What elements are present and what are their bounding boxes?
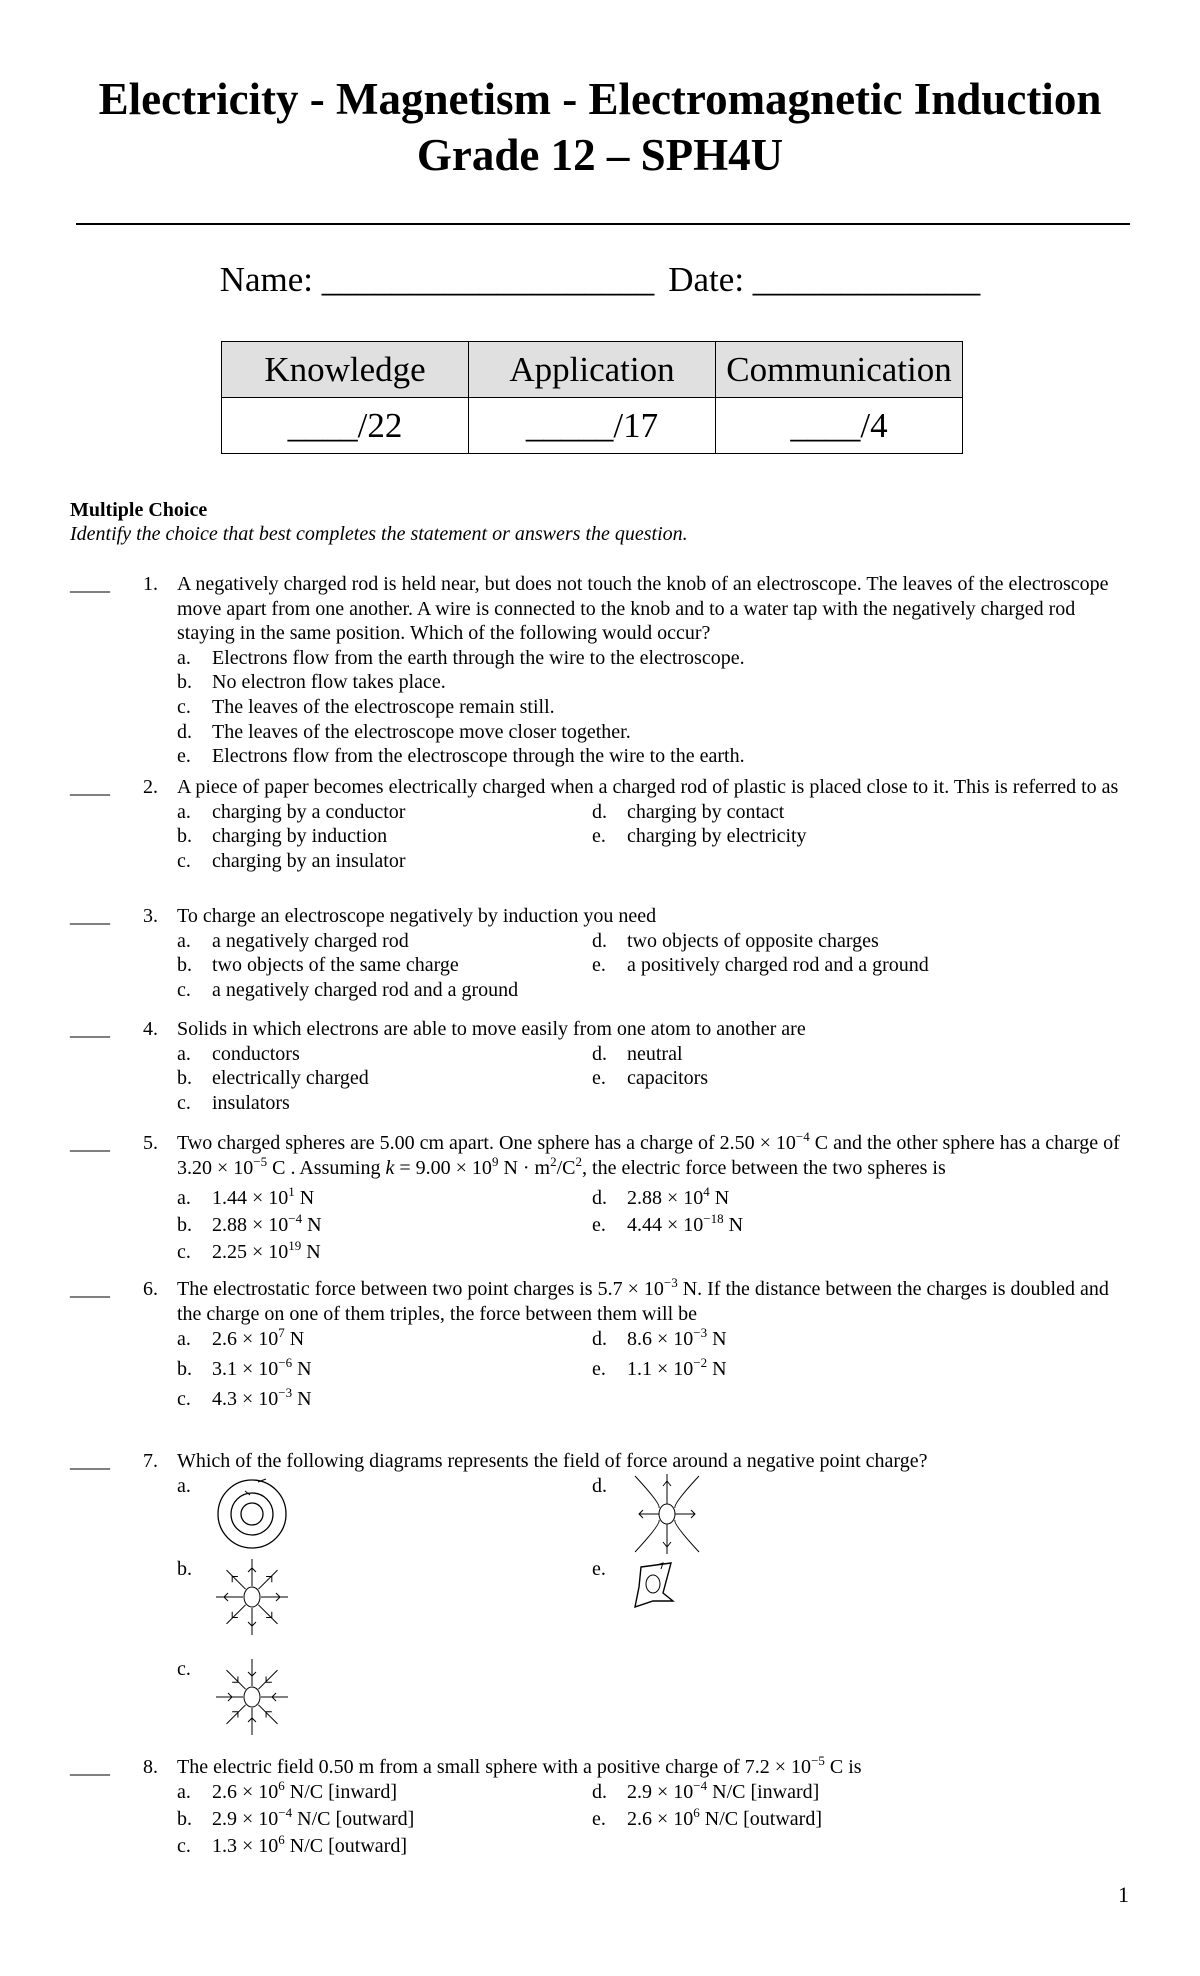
question-number: 3. xyxy=(143,905,158,927)
text-segment: To charge an electroscope negatively by induction you need xyxy=(177,905,657,927)
option-d[interactable] xyxy=(177,720,1077,745)
option-letter: a. xyxy=(177,1187,191,1210)
option-c[interactable] xyxy=(177,695,1077,720)
text-segment: 2.6 × 10 xyxy=(212,1780,279,1803)
question-stem xyxy=(177,1755,1122,1780)
superscript-exponent: −4 xyxy=(795,1129,810,1144)
option-d[interactable] xyxy=(592,1327,1012,1357)
option-text xyxy=(212,1387,312,1417)
marks-table xyxy=(221,341,963,454)
option-letter: c. xyxy=(177,1091,191,1114)
option-text xyxy=(627,1804,822,1834)
question-3 xyxy=(0,904,1200,1017)
question-5 xyxy=(0,1131,1200,1277)
option-letter: d. xyxy=(592,1187,607,1210)
option-text xyxy=(627,1777,820,1807)
text-segment: 3.1 × 10 xyxy=(212,1358,279,1381)
option-text xyxy=(212,695,555,720)
superscript-exponent: 2 xyxy=(550,1153,557,1169)
option-c[interactable] xyxy=(177,1831,592,1861)
option-b[interactable] xyxy=(177,1357,592,1387)
option-b[interactable] xyxy=(177,1213,592,1240)
superscript-exponent: −3 xyxy=(663,1275,678,1290)
superscript-exponent: 6 xyxy=(278,1831,285,1847)
option-letter: e. xyxy=(592,1214,606,1237)
title-line-1: Electricity - Magnetism - Electromagnetic Induction xyxy=(98,74,1102,124)
text-segment: C . Assuming xyxy=(267,1156,386,1179)
superscript-exponent: −2 xyxy=(693,1355,708,1371)
option-text xyxy=(212,849,405,874)
text-segment: 1.44 × 10 xyxy=(212,1187,289,1210)
text-segment: N xyxy=(707,1328,727,1351)
answer-blank[interactable]: ____ xyxy=(70,573,110,595)
option-letter: d. xyxy=(592,800,607,823)
text-segment: A negatively charged rod is held near, but does not touch the knob of an electroscope. The leaves of the electroscope move apart from one another. A wire is connected to the knob and to a water tap with the negatively charged rod staying in the same position. Which of the following would occur? xyxy=(177,573,1109,645)
option-letter: e. xyxy=(592,1807,606,1830)
option-c[interactable] xyxy=(177,849,592,874)
option-a[interactable] xyxy=(177,929,592,954)
text-segment: charging by a conductor xyxy=(212,800,406,823)
question-stem xyxy=(177,904,1122,929)
text-segment: C is xyxy=(824,1756,862,1778)
curved-field-diagram-icon xyxy=(627,1474,707,1557)
text-segment: , the electric force between the two spheres is xyxy=(582,1156,946,1179)
option-letter: c. xyxy=(177,1834,191,1857)
option-letter: b. xyxy=(177,825,192,848)
superscript-exponent: 6 xyxy=(278,1777,285,1793)
concentric-field-diagram-icon xyxy=(212,1474,292,1557)
option-text xyxy=(627,1213,743,1240)
option-e[interactable] xyxy=(592,1213,1012,1240)
text-segment: 2.9 × 10 xyxy=(627,1780,694,1803)
option-e[interactable] xyxy=(592,1557,1012,1657)
text-segment: The electric field 0.50 m from a small sphere with a positive charge of 7.2 × 10 xyxy=(177,1756,812,1778)
option-letter: b. xyxy=(177,1807,192,1830)
option-letter: b. xyxy=(177,1358,192,1381)
answer-blank[interactable]: ____ xyxy=(70,1278,110,1300)
question-4 xyxy=(0,1017,1200,1131)
marks-header-communication: Communication xyxy=(716,342,963,398)
section-title: Multiple Choice xyxy=(70,499,208,521)
option-letter: a. xyxy=(177,1328,191,1351)
superscript-exponent: −4 xyxy=(693,1777,708,1793)
question-stem xyxy=(177,1277,1122,1326)
answer-options xyxy=(177,800,1200,874)
option-a[interactable] xyxy=(177,646,1077,671)
option-c[interactable] xyxy=(177,1657,592,1747)
option-a[interactable] xyxy=(177,1327,592,1357)
option-letter: e. xyxy=(592,1067,606,1090)
marks-header-application: Application xyxy=(469,342,716,398)
question-list xyxy=(0,572,1200,1875)
option-letter: a. xyxy=(177,1474,191,1497)
text-segment: 2.25 × 10 xyxy=(212,1241,289,1264)
superscript-exponent: −5 xyxy=(253,1153,268,1169)
option-letter: b. xyxy=(177,671,192,694)
question-stem xyxy=(177,1131,1122,1180)
header-divider xyxy=(76,223,1130,225)
option-d[interactable] xyxy=(592,1042,1012,1067)
text-segment: = 9.00 × 10 xyxy=(394,1156,492,1179)
option-text xyxy=(212,824,387,849)
option-letter: d. xyxy=(592,929,607,952)
name-field[interactable]: Name: ___________________ xyxy=(219,260,655,299)
radial-inward-field-diagram-icon xyxy=(212,1657,292,1747)
text-segment: 2.9 × 10 xyxy=(212,1807,279,1830)
superscript-exponent: 4 xyxy=(703,1184,710,1200)
marks-application[interactable]: _____/17 xyxy=(469,398,716,454)
text-segment: N xyxy=(301,1241,321,1264)
superscript-exponent: 1 xyxy=(288,1184,295,1200)
answer-blank[interactable]: ____ xyxy=(70,1018,110,1040)
text-segment: charging by electricity xyxy=(627,825,807,848)
text-segment: N xyxy=(302,1214,322,1237)
text-segment: N xyxy=(292,1358,312,1381)
option-text xyxy=(212,646,745,671)
text-segment: N · m xyxy=(498,1156,551,1179)
text-segment: conductors xyxy=(212,1042,300,1065)
option-b[interactable] xyxy=(177,1804,592,1834)
option-letter: a. xyxy=(177,929,191,952)
option-b[interactable] xyxy=(177,1557,592,1657)
option-b[interactable] xyxy=(177,670,1077,695)
option-text xyxy=(212,1357,312,1387)
option-a[interactable] xyxy=(177,800,592,825)
text-segment: Electrons flow from the earth through the wire to the electroscope. xyxy=(212,646,745,669)
option-letter: a. xyxy=(177,646,191,669)
text-segment: electrically charged xyxy=(212,1067,369,1090)
answer-options xyxy=(177,1186,1200,1267)
text-segment: a negatively charged rod xyxy=(212,929,409,952)
text-segment: /C xyxy=(556,1156,576,1179)
question-1 xyxy=(0,572,1200,775)
option-text xyxy=(627,1186,729,1213)
question-number: 4. xyxy=(143,1018,158,1040)
answer-options xyxy=(177,929,1200,1003)
option-text xyxy=(212,1186,314,1213)
option-text xyxy=(627,824,807,849)
text-segment: 2.88 × 10 xyxy=(212,1214,289,1237)
option-text xyxy=(212,800,405,825)
answer-blank[interactable]: ____ xyxy=(70,1132,110,1154)
answer-blank[interactable]: ____ xyxy=(70,1756,110,1778)
answer-blank[interactable]: ____ xyxy=(70,1450,110,1472)
option-d[interactable] xyxy=(592,1474,1012,1557)
option-d[interactable] xyxy=(592,1777,1012,1807)
option-c[interactable] xyxy=(177,1240,592,1267)
option-letter: e. xyxy=(592,1557,606,1580)
answer-options xyxy=(177,1474,1200,1747)
option-text xyxy=(627,953,929,978)
option-b[interactable] xyxy=(177,824,592,849)
answer-blank[interactable]: ____ xyxy=(70,776,110,798)
superscript-exponent: 2 xyxy=(575,1153,583,1169)
text-segment: N/C [outward] xyxy=(699,1807,822,1830)
option-d[interactable] xyxy=(592,800,1012,825)
option-text xyxy=(212,1091,290,1116)
text-segment: charging by contact xyxy=(627,800,785,823)
text-segment: neutral xyxy=(627,1042,683,1065)
text-segment: 4.44 × 10 xyxy=(627,1214,704,1237)
superscript-exponent: −5 xyxy=(811,1753,825,1768)
option-text xyxy=(212,1066,369,1091)
option-letter: e. xyxy=(592,1358,606,1381)
answer-options xyxy=(177,1327,1200,1417)
option-letter: b. xyxy=(177,1557,192,1580)
text-segment: N xyxy=(294,1187,315,1210)
text-segment: two objects of the same charge xyxy=(212,954,459,977)
option-text xyxy=(627,800,784,825)
superscript-exponent: −6 xyxy=(278,1355,293,1371)
option-c[interactable] xyxy=(177,1091,592,1116)
option-text xyxy=(627,1357,727,1387)
option-text xyxy=(212,1777,397,1807)
text-segment: N xyxy=(284,1328,305,1351)
superscript-exponent: −4 xyxy=(288,1211,303,1227)
option-letter: e. xyxy=(592,954,606,977)
question-number: 7. xyxy=(143,1450,158,1472)
marks-communication[interactable]: ____/4 xyxy=(716,398,963,454)
option-letter: c. xyxy=(177,1241,191,1264)
option-a[interactable] xyxy=(177,1777,592,1807)
option-e[interactable] xyxy=(592,953,1012,978)
option-letter: d. xyxy=(177,720,192,743)
option-text xyxy=(212,670,446,695)
text-segment: No electron flow takes place. xyxy=(212,671,446,694)
superscript-exponent: −3 xyxy=(693,1325,708,1341)
text-segment: C and the other sphere has a charge of 3.20 × 10 xyxy=(177,1132,1120,1179)
option-a[interactable] xyxy=(177,1474,592,1557)
irregular-field-diagram-icon xyxy=(627,1557,707,1657)
math-variable: k xyxy=(385,1156,395,1179)
superscript-exponent: −18 xyxy=(703,1211,724,1227)
text-segment: two objects of opposite charges xyxy=(627,929,879,952)
text-segment: charging by an insulator xyxy=(212,849,406,872)
superscript-exponent: 9 xyxy=(491,1153,499,1169)
text-segment: Solids in which electrons are able to move easily from one atom to another are xyxy=(177,1018,806,1040)
option-c[interactable] xyxy=(177,1387,592,1417)
question-stem xyxy=(177,1449,1122,1474)
option-text xyxy=(212,1327,304,1357)
question-number: 5. xyxy=(143,1132,158,1154)
option-letter: a. xyxy=(177,1042,191,1065)
text-segment: N/C [inward] xyxy=(707,1780,820,1803)
text-segment: A piece of paper becomes electrically charged when a charged rod of plastic is placed close to it. This is referred to as xyxy=(177,776,1119,798)
option-text xyxy=(212,1240,321,1267)
answer-options xyxy=(177,1777,1200,1861)
option-text xyxy=(627,1042,683,1067)
text-segment: 2.88 × 10 xyxy=(627,1187,704,1210)
answer-blank[interactable]: ____ xyxy=(70,905,110,927)
text-segment: N xyxy=(292,1388,312,1411)
option-letter: e. xyxy=(592,825,606,848)
text-segment: a positively charged rod and a ground xyxy=(627,954,929,977)
superscript-exponent: −4 xyxy=(278,1804,293,1820)
text-segment: 2.6 × 10 xyxy=(212,1328,279,1351)
text-segment: N. If the distance between the charges is doubled and the charge on one of them triples, the force between them will be xyxy=(177,1278,1109,1325)
option-e[interactable] xyxy=(592,1804,1012,1834)
option-letter: d. xyxy=(592,1042,607,1065)
text-segment: N/C [outward] xyxy=(284,1834,407,1857)
option-letter: c. xyxy=(177,849,191,872)
text-segment: Two charged spheres are 5.00 cm apart. One sphere has a charge of 2.50 × 10 xyxy=(177,1132,796,1154)
option-letter: c. xyxy=(177,978,191,1001)
question-number: 8. xyxy=(143,1756,158,1778)
option-letter: d. xyxy=(592,1328,607,1351)
date-field[interactable]: Date: _____________ xyxy=(668,260,981,299)
question-6 xyxy=(0,1277,1200,1449)
superscript-exponent: 6 xyxy=(693,1804,700,1820)
marks-knowledge[interactable]: ____/22 xyxy=(222,398,469,454)
option-text xyxy=(627,1066,708,1091)
option-e[interactable] xyxy=(592,1357,1012,1387)
option-letter: c. xyxy=(177,1388,191,1411)
option-a[interactable] xyxy=(177,1186,592,1213)
question-stem xyxy=(177,775,1122,800)
option-text xyxy=(212,929,409,954)
text-segment: a negatively charged rod and a ground xyxy=(212,978,519,1001)
text-segment: N xyxy=(709,1187,730,1210)
option-letter: b. xyxy=(177,1214,192,1237)
text-segment: 1.3 × 10 xyxy=(212,1834,279,1857)
superscript-exponent: 7 xyxy=(278,1325,285,1341)
text-segment: Which of the following diagrams represents the field of force around a negative point charge? xyxy=(177,1450,928,1472)
question-stem xyxy=(177,572,1122,646)
option-b[interactable] xyxy=(177,1066,592,1091)
section-instructions: Identify the choice that best completes the statement or answers the question. xyxy=(70,523,688,545)
option-letter: b. xyxy=(177,954,192,977)
option-text xyxy=(212,1042,300,1067)
text-segment: The electrostatic force between two point charges is 5.7 × 10 xyxy=(177,1278,664,1300)
option-text xyxy=(212,1213,322,1240)
option-letter: d. xyxy=(592,1474,607,1497)
option-b[interactable] xyxy=(177,953,592,978)
text-segment: Electrons flow from the electroscope through the wire to the earth. xyxy=(212,745,745,768)
option-letter: c. xyxy=(177,1657,191,1680)
text-segment: N xyxy=(723,1214,744,1237)
question-number: 2. xyxy=(143,776,158,798)
superscript-exponent: −3 xyxy=(278,1385,293,1401)
superscript-exponent: 19 xyxy=(288,1238,302,1254)
option-a[interactable] xyxy=(177,1042,592,1067)
option-letter: b. xyxy=(177,1067,192,1090)
text-segment: The leaves of the electroscope remain still. xyxy=(212,695,555,718)
text-segment: The leaves of the electroscope move closer together. xyxy=(212,720,631,743)
option-text xyxy=(212,1831,407,1861)
option-text xyxy=(627,1327,727,1357)
answer-options xyxy=(177,646,1200,769)
option-d[interactable] xyxy=(592,1186,1012,1213)
option-letter: a. xyxy=(177,1780,191,1803)
text-segment: 2.6 × 10 xyxy=(627,1807,694,1830)
option-letter: a. xyxy=(177,800,191,823)
option-c[interactable] xyxy=(177,978,592,1003)
option-text xyxy=(212,744,745,769)
question-number: 6. xyxy=(143,1278,158,1300)
option-e[interactable] xyxy=(592,1066,1012,1091)
text-segment: 8.6 × 10 xyxy=(627,1328,694,1351)
radial-outward-field-diagram-icon xyxy=(212,1557,292,1657)
text-segment: insulators xyxy=(212,1091,290,1114)
option-letter: e. xyxy=(177,745,191,768)
text-segment: N/C [outward] xyxy=(292,1807,415,1830)
option-text xyxy=(212,953,459,978)
text-segment: charging by induction xyxy=(212,825,388,848)
text-segment: N xyxy=(707,1358,727,1381)
page-number: 1 xyxy=(1118,1882,1129,1907)
option-letter: c. xyxy=(177,695,191,718)
question-7 xyxy=(0,1449,1200,1755)
title-line-2: Grade 12 – SPH4U xyxy=(416,130,784,180)
text-segment: N/C [inward] xyxy=(284,1780,397,1803)
option-text xyxy=(212,978,518,1003)
option-text xyxy=(627,929,879,954)
marks-header-knowledge: Knowledge xyxy=(222,342,469,398)
option-e[interactable] xyxy=(177,744,1077,769)
question-number: 1. xyxy=(143,573,158,595)
answer-options xyxy=(177,1042,1200,1116)
question-2 xyxy=(0,775,1200,904)
text-segment: 1.1 × 10 xyxy=(627,1358,694,1381)
text-segment: capacitors xyxy=(627,1067,709,1090)
option-e[interactable] xyxy=(592,824,1012,849)
text-segment: 4.3 × 10 xyxy=(212,1388,279,1411)
option-text xyxy=(212,1804,415,1834)
name-date-line xyxy=(0,258,1200,302)
question-8 xyxy=(0,1755,1200,1875)
option-text xyxy=(212,720,631,745)
option-letter: d. xyxy=(592,1780,607,1803)
option-d[interactable] xyxy=(592,929,1012,954)
question-stem xyxy=(177,1017,1122,1042)
